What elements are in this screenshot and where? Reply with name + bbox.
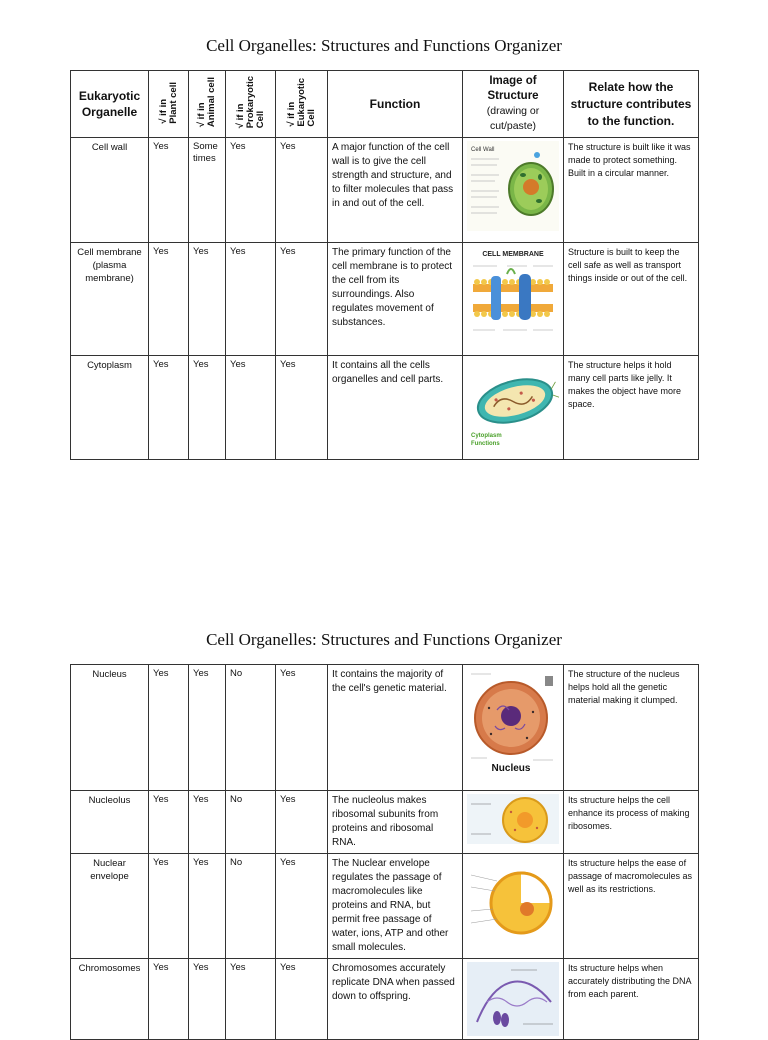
prokaryotic-check: No [226, 854, 276, 959]
organelle-name: Nucleolus [71, 791, 149, 854]
plant-check: Yes [149, 356, 189, 460]
animal-check: Yes [189, 854, 226, 959]
relate-text: The structure helps it hold many cell parts like jelly. It makes the object have more space. [564, 356, 699, 460]
table-row [71, 665, 699, 791]
nuclear-envelope-image [463, 854, 564, 959]
svg-text:CELL MEMBRANE: CELL MEMBRANE [482, 251, 544, 258]
header-eukaryotic: √ if in Eukaryotic Cell [276, 71, 328, 138]
table-row [71, 791, 699, 854]
table-row [71, 959, 699, 1040]
function-text: The primary function of the cell membrane is to protect the cell from its surroundings. Also regulates movement of substances. [328, 243, 463, 356]
eukaryotic-check: Yes [276, 356, 328, 460]
chromosomes-image [463, 959, 564, 1040]
table-row [71, 356, 699, 460]
organizer-table-2 [70, 664, 699, 1040]
prokaryotic-check: No [226, 665, 276, 791]
plant-check: Yes [149, 959, 189, 1040]
relate-text: The structure of the nucleus helps hold all the genetic material making it clumped. [564, 665, 699, 791]
organelle-name: Nucleus [71, 665, 149, 791]
relate-text: Structure is built to keep the cell safe as well as transport things inside or out of the cell. [564, 243, 699, 356]
header-prokaryotic: √ if in Prokaryotic Cell [226, 71, 276, 138]
prokaryotic-check: Yes [226, 356, 276, 460]
nucleus-image [463, 665, 564, 791]
plant-check: Yes [149, 854, 189, 959]
prokaryotic-check: No [226, 791, 276, 854]
prokaryotic-check: Yes [226, 243, 276, 356]
eukaryotic-check: Yes [276, 243, 328, 356]
function-text: The Nuclear envelope regulates the passage of macromolecules like proteins and RNA, but permit free passage of water, ions, ATP and other small molecules. [328, 854, 463, 959]
organelle-name: Chromosomes [71, 959, 149, 1040]
nucleolus-image [463, 791, 564, 854]
animal-check: Yes [189, 356, 226, 460]
header-relate: Relate how the structure contributes to the function. [564, 71, 699, 138]
cell-wall-image [463, 138, 564, 243]
eukaryotic-check: Yes [276, 665, 328, 791]
relate-text: Its structure helps the cell enhance its process of making ribosomes. [564, 791, 699, 854]
prokaryotic-check: Yes [226, 138, 276, 243]
relate-text: Its structure helps the ease of passage of macromolecules as well as its restrictions. [564, 854, 699, 959]
svg-text:Cell Wall: Cell Wall [471, 147, 495, 153]
header-function: Function [328, 71, 463, 138]
svg-text:CytoplasmFunctions: Cytoplasm Functions [471, 433, 502, 447]
eukaryotic-check: Yes [276, 854, 328, 959]
prokaryotic-check: Yes [226, 959, 276, 1040]
eukaryotic-check: Yes [276, 791, 328, 854]
animal-check: Yes [189, 665, 226, 791]
eukaryotic-check: Yes [276, 959, 328, 1040]
header-organelle: Eukaryotic Organelle [71, 71, 149, 138]
svg-text:Nucleus: Nucleus [491, 763, 531, 774]
organelle-name: Cytoplasm [71, 356, 149, 460]
page-title-2: Cell Organelles: Structures and Functions Organizer [206, 630, 562, 649]
table-row [71, 243, 699, 356]
header-row [71, 71, 699, 138]
function-text: It contains the majority of the cell's genetic material. [328, 665, 463, 791]
function-text: A major function of the cell wall is to give the cell strength and structure, and to filter molecules that pass in and out of the cell. [328, 138, 463, 243]
header-plant: √ if in Plant cell [149, 71, 189, 138]
animal-check: Yes [189, 243, 226, 356]
function-text: It contains all the cells organelles and cell parts. [328, 356, 463, 460]
organelle-name: Cell wall [71, 138, 149, 243]
plant-check: Yes [149, 138, 189, 243]
page-title: Cell Organelles: Structures and Functions Organizer [206, 36, 562, 55]
animal-check: Some times [189, 138, 226, 243]
animal-check: Yes [189, 791, 226, 854]
eukaryotic-check: Yes [276, 138, 328, 243]
cytoplasm-image [463, 356, 564, 460]
table-row [71, 138, 699, 243]
function-text: Chromosomes accurately replicate DNA when passed down to offspring. [328, 959, 463, 1040]
organelle-name: Nuclear envelope [71, 854, 149, 959]
plant-check: Yes [149, 243, 189, 356]
plant-check: Yes [149, 791, 189, 854]
table-row [71, 854, 699, 959]
animal-check: Yes [189, 959, 226, 1040]
function-text: The nucleolus makes ribosomal subunits from proteins and ribosomal RNA. [328, 791, 463, 854]
header-image: Image of Structure (drawing or cut/paste) [463, 71, 564, 138]
relate-text: Its structure helps when accurately distributing the DNA from each parent. [564, 959, 699, 1040]
cell-membrane-image [463, 243, 564, 356]
header-animal: √ if in Animal cell [189, 71, 226, 138]
relate-text: The structure is built like it was made to protect something. Built in a circular manner. [564, 138, 699, 243]
plant-check: Yes [149, 665, 189, 791]
organelle-name: Cell membrane (plasma membrane) [71, 243, 149, 356]
organizer-table-1 [70, 70, 699, 460]
